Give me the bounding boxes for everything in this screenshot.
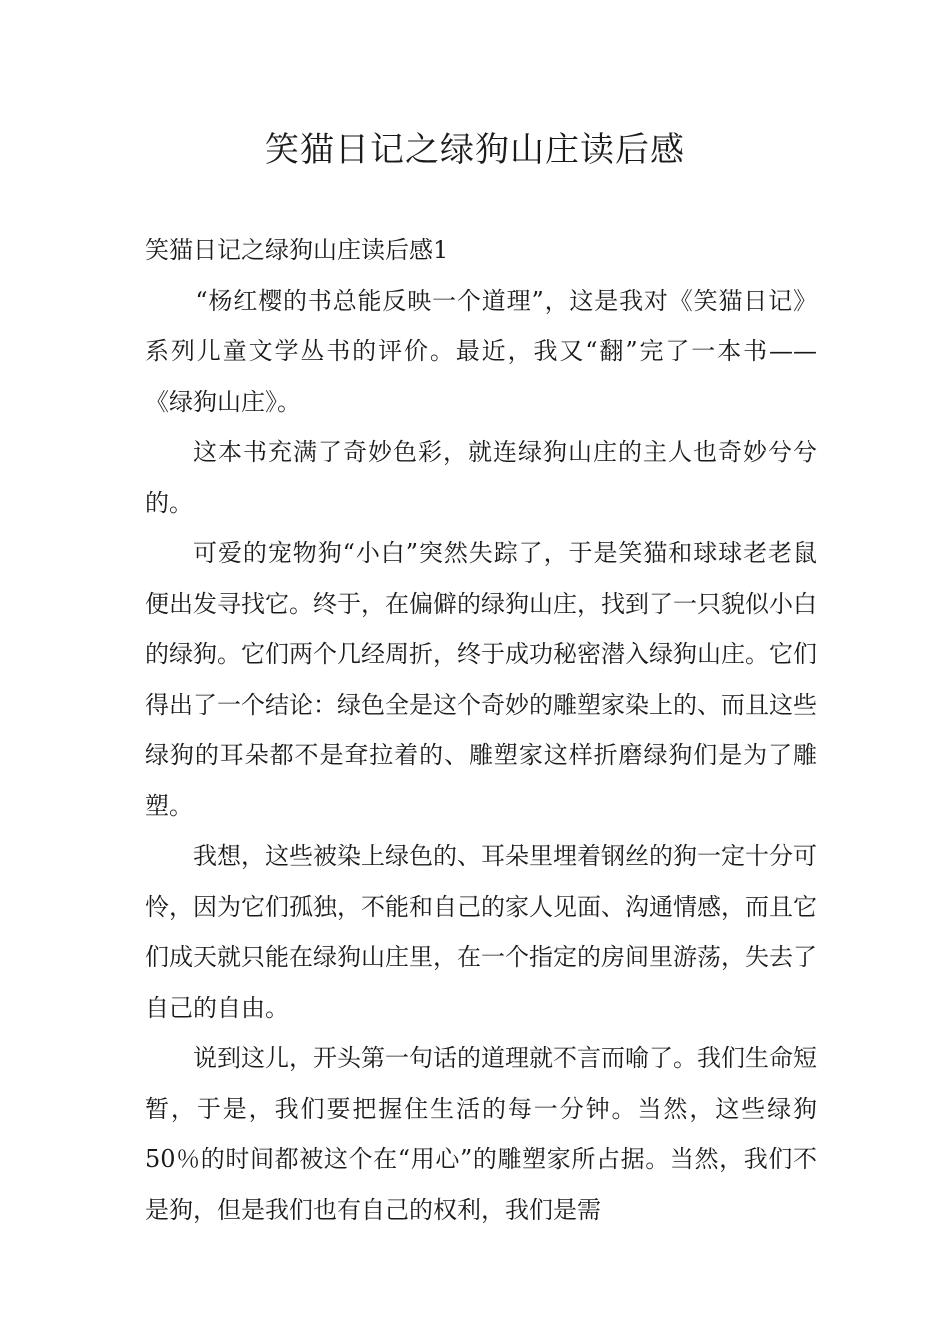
document-title: 笑猫日记之绿狗山庄读后感 — [265, 130, 685, 170]
paragraph-5: 说到这儿，开头第一句话的道理就不言而喻了。我们生命短暂，于是，我们要把握住生活的每一分钟。当然，这些绿狗50％的时间都被这个在“用心”的雕塑家所占据。当然，我们不是狗，但是我们也有自己的权利，我们是需 — [145, 1044, 817, 1224]
paragraph-2: 这本书充满了奇妙色彩，就连绿狗山庄的主人也奇妙兮兮的。 — [145, 438, 817, 517]
section-subheading: 笑猫日记之绿狗山庄读后感1 — [145, 236, 449, 264]
paragraph-1: “杨红樱的书总能反映一个道理”，这是我对《笑猫日记》系列儿童文学丛书的评价。最近，我又“翻”完了一本书——《绿狗山庄》。 — [145, 286, 817, 416]
paragraph-4: 我想，这些被染上绿色的、耳朵里埋着钢丝的狗一定十分可怜，因为它们孤独，不能和自己的家人见面、沟通情感，而且它们成天就只能在绿狗山庄里，在一个指定的房间里游荡，失去了自己的自由。 — [145, 842, 817, 1022]
paragraph-3: 可爱的宠物狗“小白”突然失踪了，于是笑猫和球球老老鼠便出发寻找它。终于，在偏僻的绿狗山庄，找到了一只貌似小白的绿狗。它们两个几经周折，终于成功秘密潜入绿狗山庄。它们得出了一个结论：绿色全是这个奇妙的雕塑家染上的、而且这些绿狗的耳朵都不是耷拉着的、雕塑家这样折磨绿狗们是为了雕塑。 — [145, 539, 817, 820]
document-body — [145, 225, 817, 1235]
